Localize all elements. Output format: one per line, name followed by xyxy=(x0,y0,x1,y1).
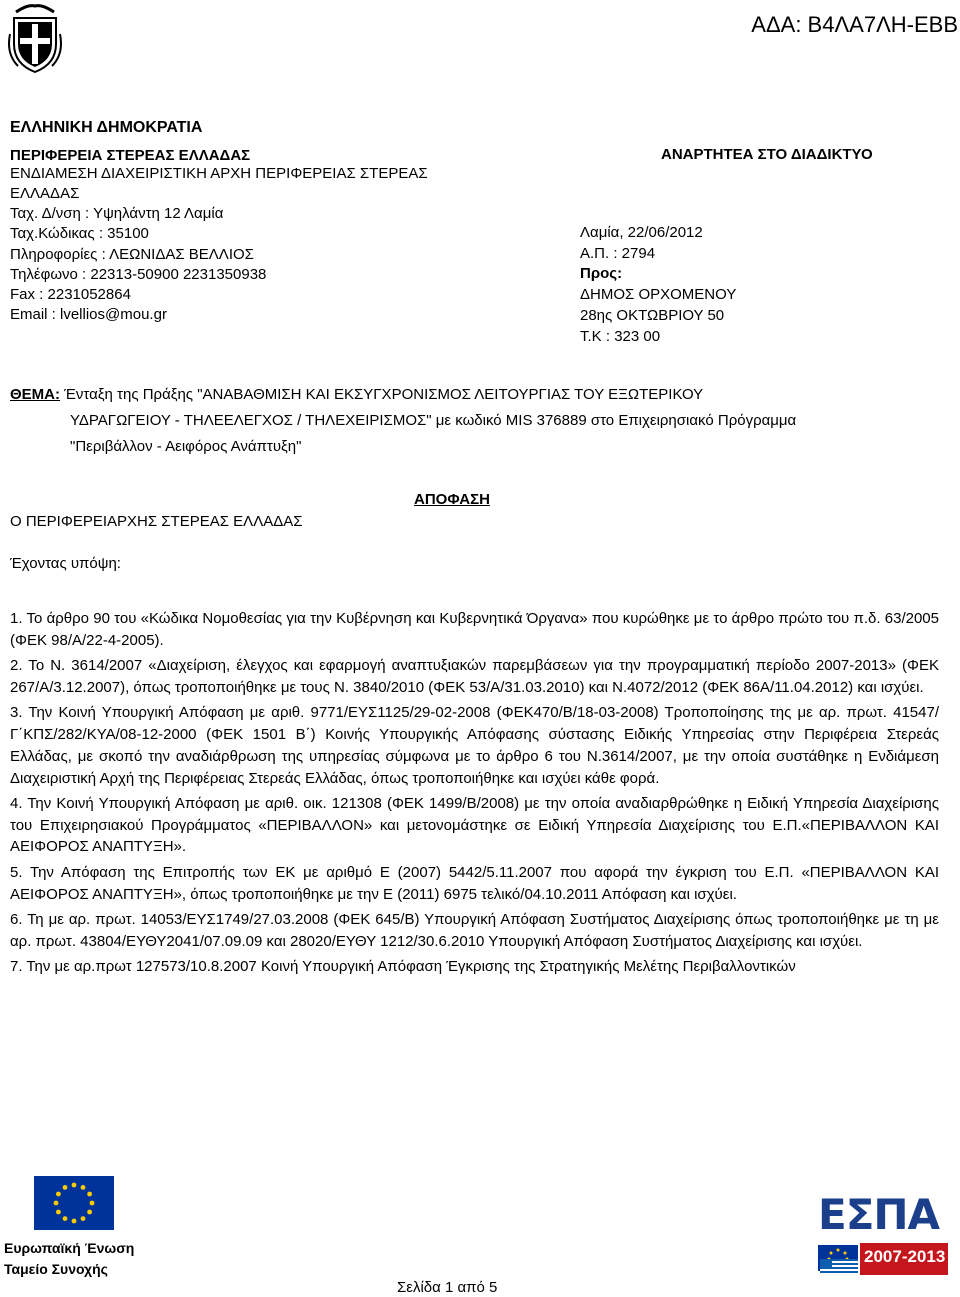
country-name: ΕΛΛΗΝΙΚΗ ΔΗΜΟΚΡΑΤΙΑ xyxy=(10,119,203,136)
ada-code: ΑΔΑ: Β4ΛΑ7ΛΗ-ΕΒΒ xyxy=(751,12,958,37)
to-label: Προς: xyxy=(580,265,623,282)
fax: Fax : 2231052864 xyxy=(10,286,131,303)
espa-logo xyxy=(818,1190,948,1286)
espa-title: ΕΣΠΑ xyxy=(818,1190,940,1239)
consideration-item: 2. Το Ν. 3614/2007 «Διαχείριση, έλεγχος και εφαρμογή αναπτυξιακών παρεμβάσεων για την προγραμματική περίοδο 2007-2013» (ΦΕΚ 267/Α/3.12.2007), όπως τροποποιήθηκε με τους Ν. 3840/2010 (ΦΕΚ 53/Α/31.03.2010) και Ν.4072/2012 (ΦΕΚ 86Α/11.04.2012) και ισχύει. xyxy=(10,657,939,696)
considerations-list xyxy=(10,608,939,978)
contact-person: Πληροφορίες : ΛΕΩΝΙΔΑΣ ΒΕΛΛΙΟΣ xyxy=(10,246,254,263)
consideration-item: 6. Τη με αρ. πρωτ. 14053/ΕΥΣ1749/27.03.2008 (ΦΕΚ 645/Β) Υπουργική Απόφαση Συστήματος Διαχείρισης όπως τροποποιήθηκε με τη με αρ. πρωτ. 43804/ΕΥΘΥ2041/07.09.09 και 28020/ΕΥΘΥ 1212/30.6.2010 Υπουργική Απόφαση Συστήματος Διαχείρισης και ισχύει. xyxy=(10,910,939,950)
subject-label: ΘΕΜΑ: xyxy=(10,386,60,403)
consideration-item: 3. Την Κοινή Υπουργική Απόφαση με αριθ. 9771/ΕΥΣ1125/29-02-2008 (ΦΕΚ470/Β/18-03-2008) Τροποποίησης της με αρ. πρωτ. 41547/Γ΄ΚΠΣ/282/ΚΥΑ/08-12-2000 (ΦΕΚ 1501 Β΄) Κοινής Υπουργικής Απόφασης σύστασης Ειδικής Υπηρεσίας στην Περιφέρεια Στερεάς Ελλάδας, με σκοπό την αναδιάρθρωση της υπηρεσίας σύμφωνα με το άρθρο 6 του Ν.3614/2007, με την οποία συστάθηκε η Ενδιάμεση Διαχειριστική Αρχή της Περιφέρειας Στερεάς Ελλάδας, όπως τροποποιήθηκε και ισχύει κάθε φορά. xyxy=(10,704,939,787)
decision-title: ΑΠΟΦΑΣΗ xyxy=(414,491,490,508)
publish-notice: ΑΝΑΡΤΗΤΕΑ ΣΤΟ ΔΙΑΔΙΚΤΥΟ xyxy=(661,146,873,163)
subject-line2: ΥΔΡΑΓΩΓΕΙΟΥ - ΤΗΛΕΕΛΕΓΧΟΣ / ΤΗΛΕΧΕΙΡΙΣΜΟΣ" με κωδικό MIS 376889 στο Επιχειρησιακό Πρόγραμμα xyxy=(70,412,797,429)
eu-line2: Ταμείο Συνοχής xyxy=(4,1261,108,1277)
authority-line2: ΕΛΛΑΔΑΣ xyxy=(10,185,80,202)
recipient: ΔΗΜΟΣ ΟΡΧΟΜΕΝΟΥ xyxy=(580,286,737,303)
eu-flag-icon xyxy=(34,1176,114,1230)
phone: Τηλέφωνο : 22313-50900 2231350938 xyxy=(10,266,267,283)
document-date: Λαμία, 22/06/2012 xyxy=(580,224,703,241)
eu-logo-block xyxy=(0,1176,148,1280)
protocol-number: Α.Π. : 2794 xyxy=(580,245,656,262)
consideration-item: 1. Το άρθρο 90 του «Κώδικα Νομοθεσίας για την Κυβέρνηση και Κυβερνητικά Όργανα» που κυρώθηκε με το άρθρο πρώτο του π.δ. 63/2005 (ΦΕΚ 98/Α/22-4-2005). xyxy=(10,610,939,649)
address: Ταχ. Δ/νση : Υψηλάντη 12 Λαμία xyxy=(10,205,224,222)
authority-line1: ΕΝΔΙΑΜΕΣΗ ΔΙΑΧΕΙΡΙΣΤΙΚΗ ΑΡΧΗ ΠΕΡΙΦΕΡΕΙΑΣ ΣΤΕΡΕΑΣ xyxy=(10,165,428,182)
subject xyxy=(10,382,910,460)
consideration-item: 7. Την με αρ.πρωτ 127573/10.8.2007 Κοινή Υπουργική Απόφαση Έγκρισης της Στρατηγικής Μελέτης Περιβαλλοντικών xyxy=(10,957,796,975)
having-regard: Έχοντας υπόψη: xyxy=(10,555,121,572)
eu-line1: Ευρωπαϊκή Ένωση xyxy=(4,1240,135,1256)
recipient-postcode: Τ.Κ : 323 00 xyxy=(580,328,661,345)
page-number: Σελίδα 1 από 5 xyxy=(397,1279,498,1296)
consideration-item: 5. Την Απόφαση της Επιτροπής των ΕΚ με αριθμό Ε (2007) 5442/5.11.2007 που αφορά την έγκριση του Ε.Π. «ΠΕΡΙΒΑΛΛΟΝ ΚΑΙ ΑΕΙΦΟΡΟΣ ΑΝΑΠΤΥΞΗ», όπως τροποποιήθηκε με την Ε (2011) 6975 τελικό/04.10.2011 Απόφαση και ισχύει. xyxy=(10,863,939,903)
greek-emblem-icon xyxy=(8,4,62,74)
subject-line3: "Περιβάλλον - Αειφόρος Ανάπτυξη" xyxy=(70,438,302,455)
regional-governor: Ο ΠΕΡΙΦΕΡΕΙΑΡΧΗΣ ΣΤΕΡΕΑΣ ΕΛΛΑΔΑΣ xyxy=(10,513,303,530)
recipient-street: 28ης ΟΚΤΩΒΡΙΟΥ 50 xyxy=(580,307,725,324)
espa-years: 2007-2013 xyxy=(864,1247,946,1266)
email: Email : lvellios@mou.gr xyxy=(10,306,167,323)
consideration-item: 4. Την Κοινή Υπουργική Απόφαση με αριθ. οικ. 121308 (ΦΕΚ 1499/Β/2008) με την οποία αναδιαρθρώθηκε η Ειδική Υπηρεσία Διαχείρισης του Επιχειρησιακού Προγράμματος «ΠΕΡΙΒΑΛΛΟΝ» και μετονομάστηκε σε Ειδική Υπηρεσία Διαχείρισης του Ε.Π.«ΠΕΡΙΒΑΛΛΟΝ ΚΑΙ ΑΕΙΦΟΡΟΣ ΑΝΑΠΤΥΞΗ». xyxy=(10,794,939,856)
region-name: ΠΕΡΙΦΕΡΕΙΑ ΣΤΕΡΕΑΣ ΕΛΛΑΔΑΣ xyxy=(10,147,251,164)
espa-banner xyxy=(818,1239,948,1279)
subject-line1: Ένταξη της Πράξης "ΑΝΑΒΑΘΜΙΣΗ ΚΑΙ ΕΚΣΥΓΧΡΟΝΙΣΜΟΣ ΛΕΙΤΟΥΡΓΙΑΣ ΤΟΥ ΕΞΩΤΕΡΙΚΟΥ xyxy=(64,386,704,403)
postcode: Ταχ.Κώδικας : 35100 xyxy=(10,225,149,242)
